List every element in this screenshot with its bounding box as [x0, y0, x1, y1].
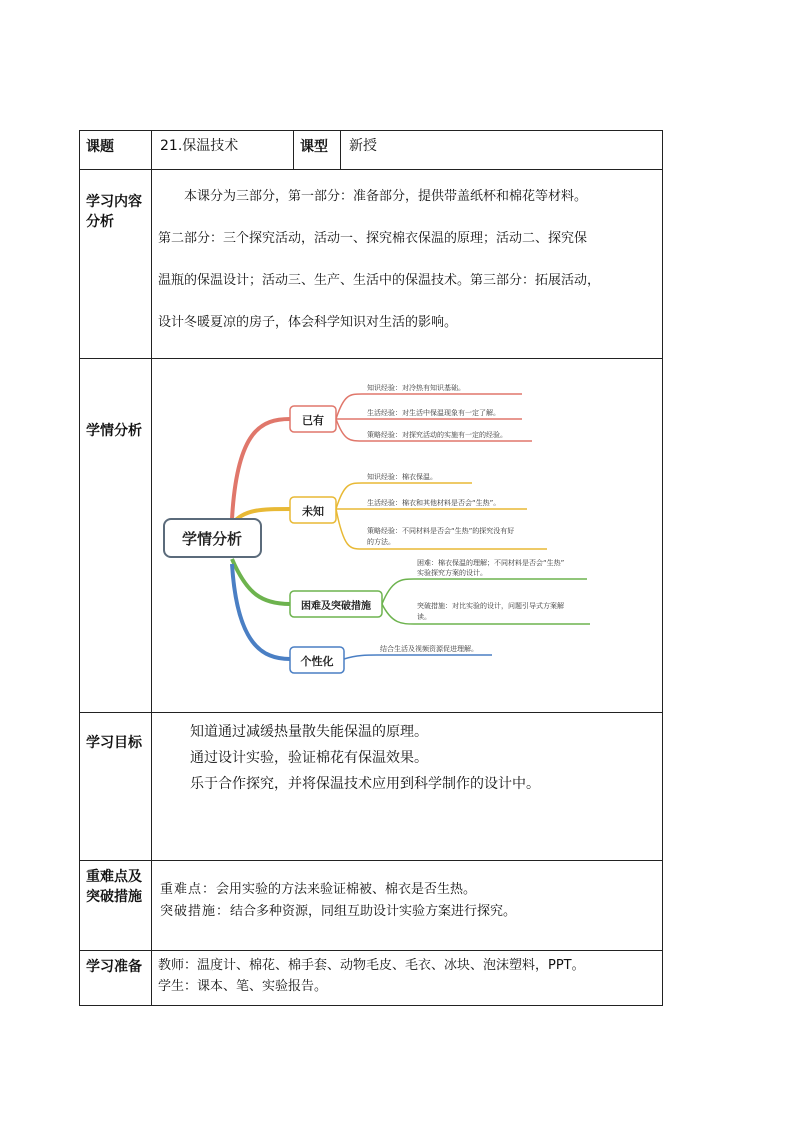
goal-item: 通过设计实验，验证棉花有保温效果。 [190, 750, 428, 766]
learner-analysis-row [80, 359, 663, 713]
content-line: 第二部分：三个探究活动，活动一、探究棉衣保温的原理；活动二、探究保 [158, 231, 588, 246]
breakthrough-line [160, 901, 654, 923]
teacher-prep: 教师：温度计、棉花、棉手套、动物毛皮、毛衣、冰块、泡沫塑料，PPT。 [158, 958, 585, 973]
leaf-line [382, 579, 587, 604]
unknown-item: 知识经验：棉衣保温。 [367, 473, 437, 481]
content-analysis-text [152, 170, 663, 359]
content-line: 设计冬暖夏凉的房子，体会科学知识对生活的影响。 [158, 315, 458, 330]
difficulty-item: 困难：棉衣保温的理解；不同材料是否会“生热” [417, 559, 565, 567]
type-value: 新授 [341, 131, 663, 170]
node-unknown-label: 未知 [302, 505, 324, 518]
student-prep: 学生：课本、笔、实验报告。 [158, 979, 328, 994]
known-item: 知识经验：对冷热有知识基础。 [367, 384, 465, 392]
key-points-row [80, 861, 663, 951]
preparation-label: 学习准备 [80, 951, 152, 1006]
personal-item: 结合生活及视频资源促进理解。 [380, 645, 478, 653]
goals-label: 学习目标 [80, 713, 152, 861]
mindmap-cell [152, 359, 663, 713]
difficulty-item: 突破措施：对比实验的设计，问题引导式方案解 [417, 602, 564, 610]
difficulty-key: 重难点： [160, 882, 217, 897]
node-personal-label: 个性化 [300, 655, 334, 668]
type-label: 课型 [294, 131, 341, 170]
key-points-label [80, 861, 152, 951]
mindmap [152, 359, 661, 711]
difficulty-item: 读。 [417, 613, 431, 621]
content-analysis-row [80, 170, 663, 359]
unknown-item: 策略经验：不同材料是否会“生热”的探究没有好 [367, 527, 515, 535]
key-points-label-line1: 重难点及 [86, 869, 142, 885]
lesson-plan-table [79, 130, 663, 1006]
node-difficulty-label: 困难及突破措施 [301, 601, 371, 612]
content-analysis-label-line2: 分析 [86, 214, 114, 230]
unknown-item: 生活经验：棉衣和其他材料是否会“生热”。 [367, 499, 501, 507]
content-analysis-label [80, 170, 152, 359]
branch-line-difficulty [232, 559, 290, 604]
topic-value: 21.保温技术 [152, 131, 294, 170]
goal-item: 知道通过减缓热量散失能保温的原理。 [190, 724, 428, 740]
header-row [80, 131, 663, 170]
difficulty-line [160, 879, 654, 901]
content-line: 本课分为三部分，第一部分：准备部分，提供带盖纸杯和棉花等材料。 [184, 189, 588, 204]
key-points-content [152, 861, 663, 951]
breakthrough-key: 突破措施： [160, 904, 231, 919]
leaf-line [344, 655, 492, 659]
difficulty-text: 会用实验的方法来验证棉被、棉衣是否生热。 [216, 882, 477, 897]
content-line: 温瓶的保温设计；活动三、生产、生活中的保温技术。第三部分：拓展活动， [158, 273, 601, 288]
difficulty-item: 实验探究方案的设计。 [417, 569, 487, 577]
goal-item: 乐于合作探究，并将保温技术应用到科学制作的设计中。 [190, 776, 540, 792]
unknown-item: 的方法。 [367, 538, 395, 546]
mindmap-center-text: 学情分析 [181, 530, 243, 548]
branch-line-known [232, 419, 290, 519]
goals-row [80, 713, 663, 861]
topic-label: 课题 [80, 131, 152, 170]
learner-analysis-label: 学情分析 [80, 359, 152, 713]
known-item: 生活经验：对生活中保温现象有一定了解。 [367, 409, 500, 417]
goals-list [152, 713, 663, 861]
breakthrough-text: 结合多种资源，同组互助设计实验方案进行探究。 [230, 904, 517, 919]
known-item: 策略经验：对探究活动的实施有一定的经验。 [367, 431, 507, 439]
preparation-row [80, 951, 663, 1006]
node-known-label: 已有 [302, 414, 324, 427]
preparation-content [152, 951, 663, 1006]
key-points-label-line2: 突破措施 [86, 889, 142, 905]
content-analysis-label-line1: 学习内容 [86, 194, 142, 210]
